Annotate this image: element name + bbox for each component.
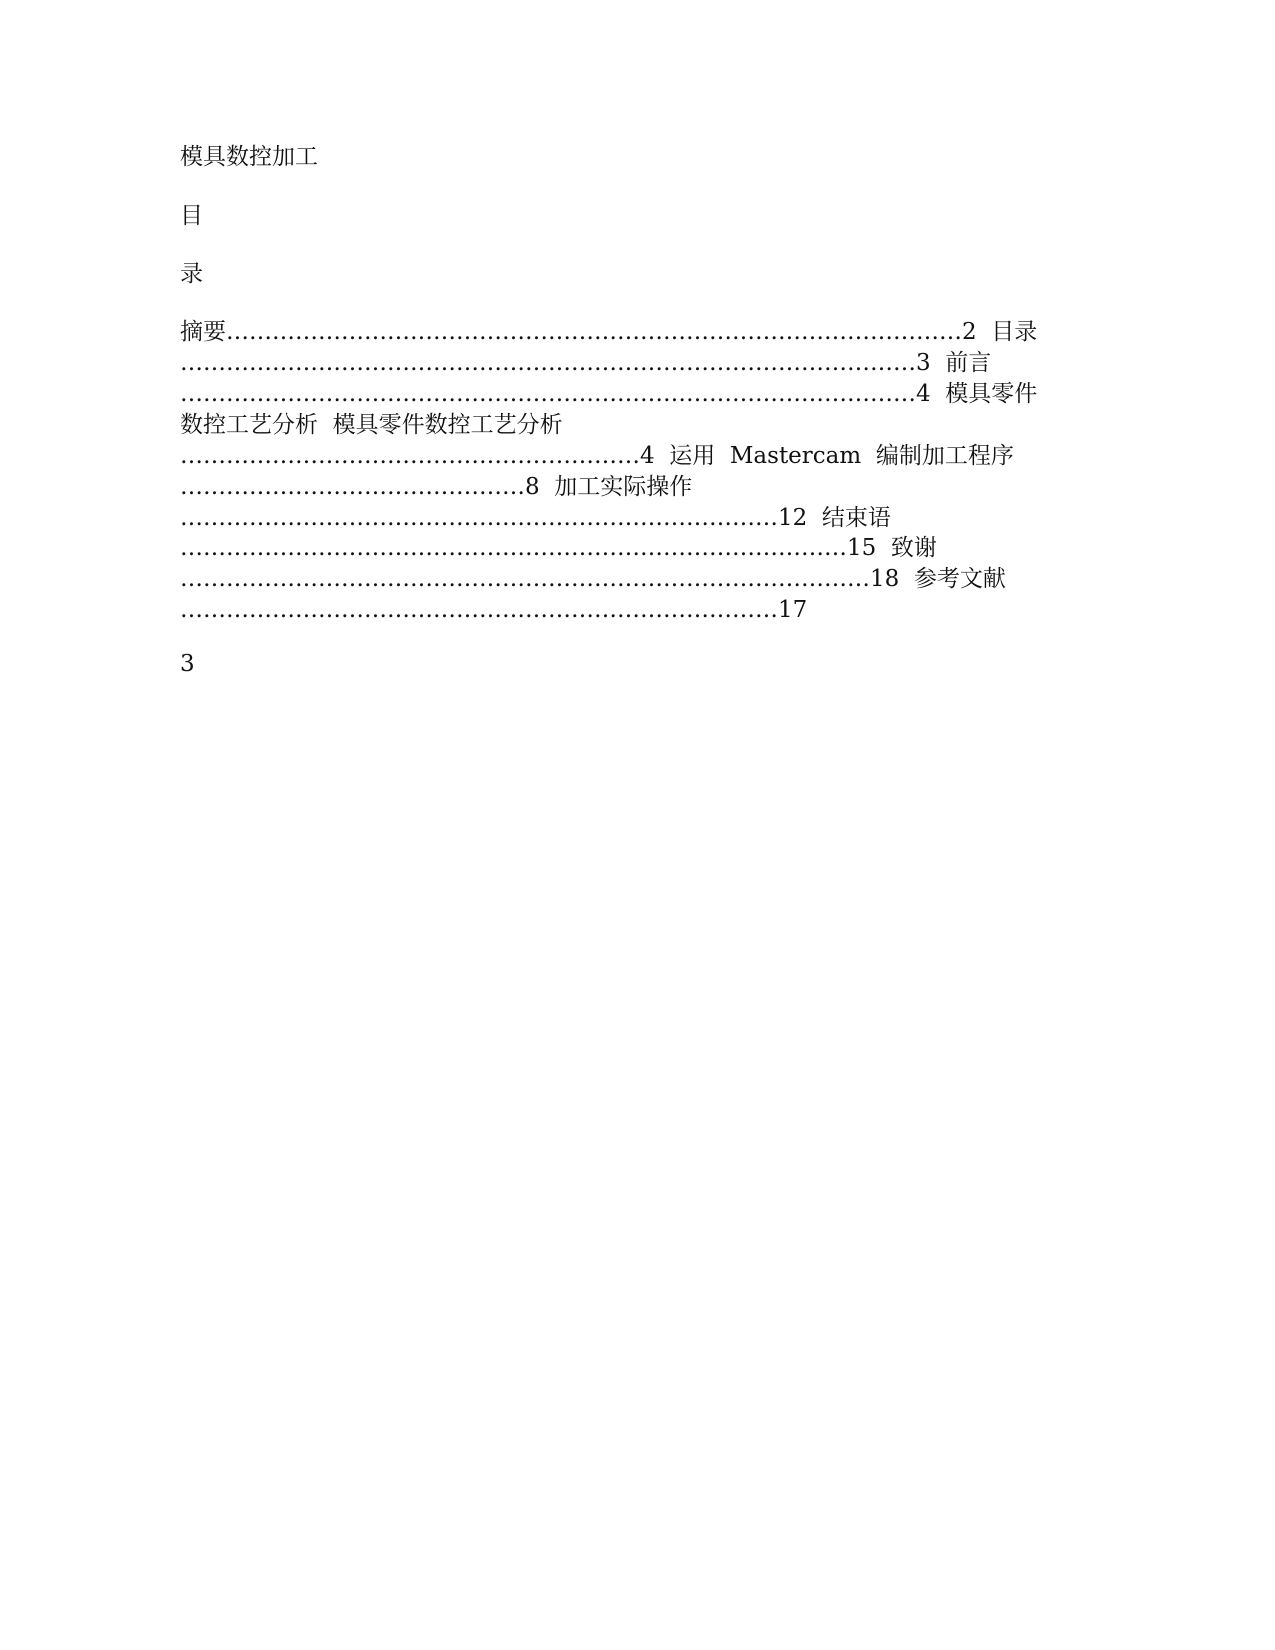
toc-line: ……………………………………………………4 运用 Mastercam 编制加工程序 [180,443,1014,469]
toc-line: ………………………………………8 加工实际操作 [180,474,693,500]
page-number: 3 [180,651,195,677]
toc-line: 摘要……………………………………………………………………………………2 目录 [180,319,1038,345]
toc-line: 数控工艺分析 模具零件数控工艺分析 [180,412,563,438]
document-title: 模具数控加工 [180,144,318,170]
toc-line: ……………………………………………………………………12 结束语 [180,505,891,531]
toc-heading-char-1: 目 [180,203,203,229]
toc-line: ……………………………………………………………………17 [180,597,808,623]
toc-line: ……………………………………………………………………………15 致谢 [180,535,937,561]
toc-line: ………………………………………………………………………………18 参考文献 [180,566,1006,592]
toc-heading-char-2: 录 [180,261,203,287]
toc-line: ……………………………………………………………………………………3 前言 [180,350,992,376]
toc-line: ……………………………………………………………………………………4 模具零件 [180,381,1038,407]
